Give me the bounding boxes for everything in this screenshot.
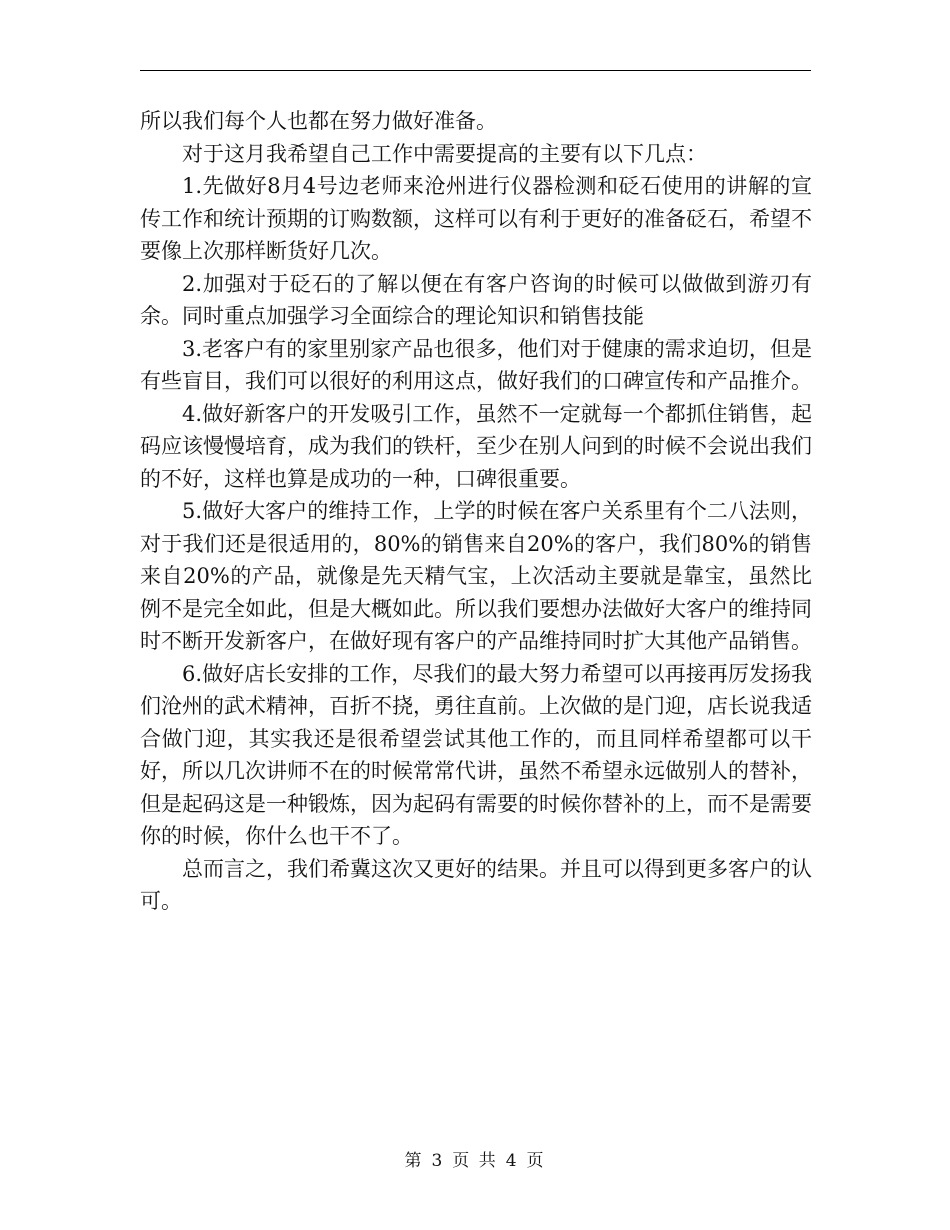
paragraph-continuation: 所以我们每个人也都在努力做好准备。 bbox=[140, 109, 497, 133]
paragraph-point-3: 3.老客户有的家里别家产品也很多，他们对于健康的需求迫切，但是有些盲目，我们可以很好的利用这点，做好我们的口碑宣传和产品推介。 bbox=[140, 336, 812, 393]
footer-prefix: 第 bbox=[404, 1151, 424, 1171]
document-body bbox=[140, 105, 812, 918]
paragraph-point-2: 2.加强对于砭石的了解以便在有客户咨询的时候可以做做到游刃有余。同时重点加强学习全面综合的理论知识和销售技能 bbox=[140, 271, 812, 328]
footer-suffix: 页 bbox=[526, 1151, 546, 1171]
footer-total-pages: 4 bbox=[505, 1151, 519, 1171]
header-rule bbox=[140, 70, 811, 71]
paragraph-conclusion: 总而言之，我们希冀这次又更好的结果。并且可以得到更多客户的认可。 bbox=[140, 856, 812, 913]
paragraph-point-4: 4.做好新客户的开发吸引工作，虽然不一定就每一个都抓住销售，起码应该慢慢培育，成为我们的铁杆，至少在别人问到的时候不会说出我们的不好，这样也算是成功的一种，口碑很重要。 bbox=[140, 401, 812, 491]
paragraph-intro: 对于这月我希望自己工作中需要提高的主要有以下几点： bbox=[182, 141, 707, 166]
paragraph-point-6: 6.做好店长安排的工作，尽我们的最大努力希望可以再接再厉发扬我们沧州的武术精神，百折不挠，勇往直前。上次做的是门迎，店长说我适合做门迎，其实我还是很希望尝试其他工作的，而且同样希望都可以干好，所以几次讲师不在的时候常常代讲，虽然不希望永远做别人的替补，但是起码这是一种锻炼，因为起码有需要的时候你替补的上，而不是需要你的时候，你什么也干不了。 bbox=[140, 661, 812, 848]
paragraph-point-1: 1.先做好8月4号边老师来沧州进行仪器检测和砭石使用的讲解的宣传工作和统计预期的订购数额，这样可以有利于更好的准备砭石，希望不要像上次那样断货好几次。 bbox=[140, 174, 812, 263]
page-footer bbox=[0, 1146, 950, 1171]
footer-middle: 页 共 bbox=[452, 1151, 498, 1171]
footer-current-page: 3 bbox=[431, 1151, 445, 1171]
paragraph-point-5: 5.做好大客户的维持工作，上学的时候在客户关系里有个二八法则，对于我们还是很适用的，80%的销售来自20%的客户，我们80%的销售来自20%的产品，就像是先天精气宝，上次活动主要就是靠宝，虽然比例不是完全如此，但是大概如此。所以我们要想办法做好大客户的维持同时不断开发新客户，在做好现有客户的产品维持同时扩大其他产品销售。 bbox=[140, 499, 812, 653]
